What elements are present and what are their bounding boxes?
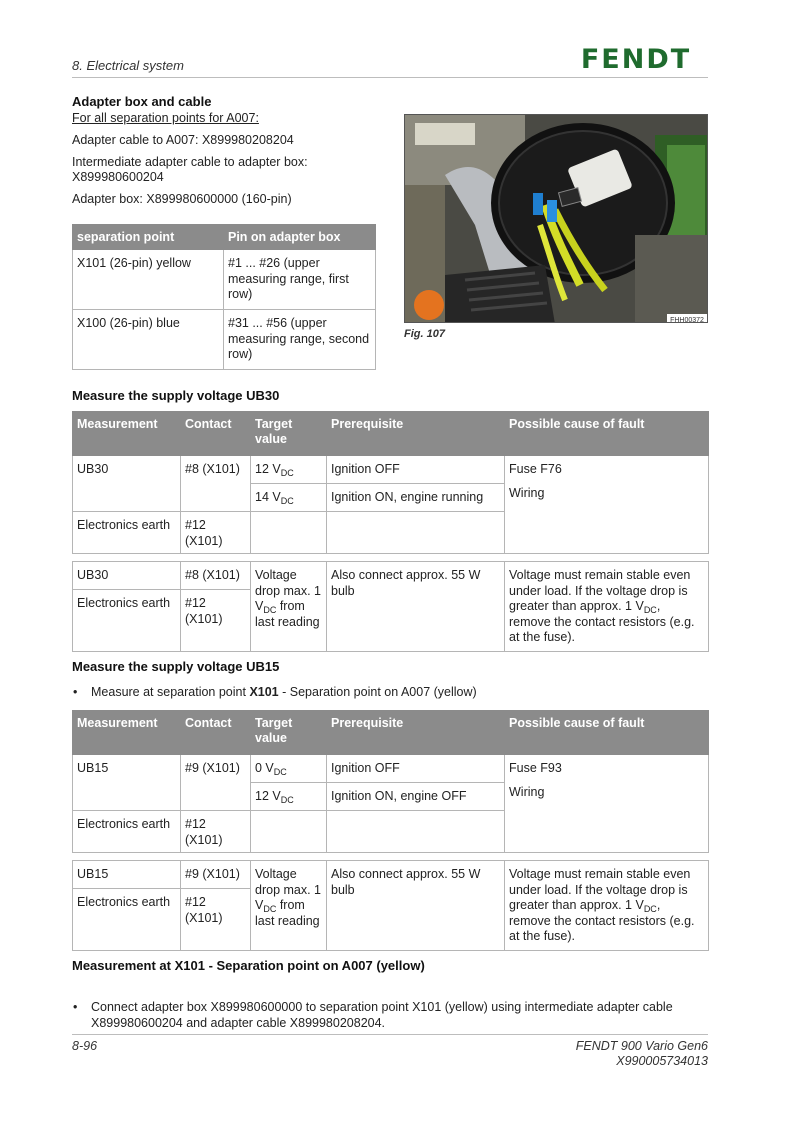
ub30-table: [72, 411, 709, 652]
brand-text: FENDT: [580, 46, 692, 70]
adapter-heading: Adapter box and cable: [72, 94, 212, 109]
adapter-cell: #31 ... #56 (upper measuring range, second row): [224, 310, 376, 370]
section-title: 8. Electrical system: [72, 58, 184, 73]
measurement-cell: Electronics earth: [73, 590, 181, 652]
row-spacer: [73, 554, 709, 562]
header-prerequisite: Prerequisite: [327, 711, 505, 755]
adapter-table: [72, 224, 376, 370]
adapter-cell: X101 (26-pin) yellow: [73, 250, 224, 310]
contact-cell: #8 (X101): [181, 456, 251, 512]
ub15-heading: Measure the supply voltage UB15: [72, 659, 280, 674]
target-cell: 0 $V_{DC}$: [251, 755, 327, 783]
header-target: Target value: [251, 711, 327, 755]
photo-illustration: [405, 115, 708, 323]
fendt-logo: [564, 46, 708, 70]
page-footer: [72, 1034, 708, 1068]
prerequisite-cell: Also connect approx. 55 W bulb: [327, 562, 505, 652]
measurement-cell: Electronics earth: [73, 512, 181, 554]
contact-cell: #12 (X101): [181, 811, 251, 853]
contact-cell: #8 (X101): [181, 562, 251, 590]
prerequisite-cell: Ignition OFF: [327, 755, 505, 783]
fault-cell: Fuse F93 Wiring: [505, 755, 709, 853]
contact-cell: #9 (X101): [181, 755, 251, 811]
ub30-heading: Measure the supply voltage UB30: [72, 388, 280, 403]
measurement-cell: UB30: [73, 456, 181, 512]
adapter-line-2: Intermediate adapter cable to adapter box: X899980600204: [72, 155, 308, 184]
measurement-cell: Electronics earth: [73, 889, 181, 951]
prerequisite-cell: [327, 512, 505, 554]
page-number: 8-96: [72, 1039, 98, 1053]
header-fault: Possible cause of fault: [505, 412, 709, 456]
contact-cell: #12 (X101): [181, 889, 251, 951]
adapter-line-3: Adapter box: X899980600000 (160-pin): [72, 192, 292, 206]
contact-cell: #12 (X101): [181, 590, 251, 652]
fault-cell: Fuse F76 Wiring: [505, 456, 709, 554]
model-name: FENDT 900 Vario Gen6: [575, 1039, 708, 1053]
header-measurement: Measurement: [73, 711, 181, 755]
x101-bullet: • Connect adapter box X899980600000 to separation point X101 (yellow) using intermediate adapter cable X899980600204 and adapter cable X899980208204.: [72, 999, 692, 1031]
adapter-header-point: separation point: [73, 225, 224, 250]
fault-cell: Voltage must remain stable even under load. If the voltage drop is greater than approx. 1 $V_{DC}$, remove the contact resistors (e.g. at the fuse).: [505, 861, 709, 951]
prerequisite-cell: Ignition ON, engine OFF: [327, 783, 505, 811]
contact-cell: #12 (X101): [181, 512, 251, 554]
target-cell: 12 $V_{DC}$: [251, 456, 327, 484]
adapter-cell: X100 (26-pin) blue: [73, 310, 224, 370]
adapter-intro: [72, 94, 382, 207]
prerequisite-cell: Also connect approx. 55 W bulb: [327, 861, 505, 951]
measurement-cell: UB15: [73, 755, 181, 811]
target-cell: [251, 811, 327, 853]
contact-cell: #9 (X101): [181, 861, 251, 889]
adapter-cell: #1 ... #26 (upper measuring range, first row): [224, 250, 376, 310]
fault-cell: Voltage must remain stable even under load. If the voltage drop is greater than approx. 1 $V_{DC}$, remove the contact resistors (e.g. at the fuse).: [505, 562, 709, 652]
target-cell: Voltage drop max. 1 $V_{DC}$ from last reading: [251, 861, 327, 951]
figure-caption: Fig. 107: [404, 328, 445, 340]
header-contact: Contact: [181, 412, 251, 456]
header-fault: Possible cause of fault: [505, 711, 709, 755]
ub15-bullet: • Measure at separation point X101 - Separation point on A007 (yellow): [72, 684, 712, 700]
target-cell: Voltage drop max. 1 $V_{DC}$ from last reading: [251, 562, 327, 652]
adapter-header-pin: Pin on adapter box: [224, 225, 376, 250]
measurement-cell: Electronics earth: [73, 811, 181, 853]
doc-number: X990005734013: [616, 1054, 708, 1068]
x101-heading: Measurement at X101 - Separation point on A007 (yellow): [72, 958, 425, 973]
prerequisite-cell: Ignition OFF: [327, 456, 505, 484]
header-target: Target value: [251, 412, 327, 456]
row-spacer: [73, 853, 709, 861]
page-header: [72, 46, 708, 78]
prerequisite-cell: Ignition ON, engine running: [327, 484, 505, 512]
target-cell: 12 $V_{DC}$: [251, 783, 327, 811]
adapter-line-1: Adapter cable to A007: X899980208204: [72, 133, 294, 147]
adapter-photo: [404, 114, 708, 323]
measurement-cell: UB15: [73, 861, 181, 889]
ub15-table: [72, 710, 709, 951]
header-measurement: Measurement: [73, 412, 181, 456]
header-contact: Contact: [181, 711, 251, 755]
measurement-cell: UB30: [73, 562, 181, 590]
footer-right: [576, 1039, 708, 1069]
header-prerequisite: Prerequisite: [327, 412, 505, 456]
photo-code: FHH00372: [670, 317, 704, 323]
adapter-subheading: For all separation points for A007:: [72, 111, 259, 125]
target-cell: [251, 512, 327, 554]
prerequisite-cell: [327, 811, 505, 853]
target-cell: 14 $V_{DC}$: [251, 484, 327, 512]
